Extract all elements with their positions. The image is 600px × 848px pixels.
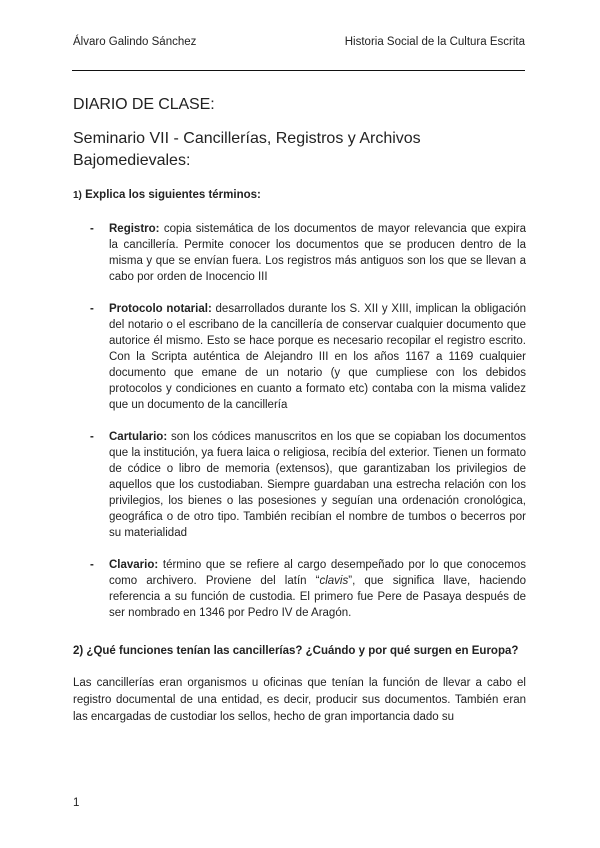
page-title: DIARIO DE CLASE: [73,96,215,113]
list-item: - Registro: copia sistemática de los documentos de mayor relevancia que expira la cancillería. Permite conocer los documentos que se producen dentro de la misma y que se envían fuera. Los registros más antiguos son los que se llevan a cabo por orden de Inocencio III [90,223,526,283]
term-label: Cartulario: [109,431,168,443]
term-definition: desarrollados durante los S. XII y XIII, implican la obligación del notario o el escribano de la cancillería de conservar cualquier documento que autorice él mismo. Esto se hace porque es necesario recopilar el registro escrito. Con la Scripta auténtica de Alejandro III en los años 1167 a 1169 cualquier documento que emane de un notario (y que cumpliese con los debidos protocolos y condiciones en cuanto a formato etc) contaba con la misma validez que un documento de la cancillería [109,303,526,411]
question-2: 2) ¿Qué funciones tenían las cancillerías? ¿Cuándo y por qué surgen en Europa? [73,645,519,657]
header-divider [72,70,525,71]
term-label: Clavario: [109,559,159,571]
document-body [73,96,526,726]
terms-list [73,221,526,621]
term-definition: copia sistemática de los documentos de mayor relevancia que expira la cancillería. Permite conocer los documentos que se producen dentro de la misma y que se envían fuera. Los registros más antiguos son los que se llevan a cabo por orden de Inocencio III [109,223,526,283]
header-author: Álvaro Galindo Sánchez [73,36,197,48]
header-course: Historia Social de la Cultura Escrita [344,36,525,48]
answer-2: Las cancillerías eran organismos u oficinas que tenían la función de llevar a cabo el registro documental de una entidad, es decir, producir sus documentos. También eran las encargadas de custodiar los sellos, hecho de gran importancia dado su [73,677,526,723]
question-1-number: 1) [73,190,82,201]
question-1-text: Explica los siguientes términos: [85,189,261,201]
list-item: - Cartulario: son los códices manuscritos en los que se copiaban los documentos que la institución, ya fuera laica o religiosa, recibía del exterior. Tienen un formato de códice o libro de memoria (extensos), que garantizaban los privilegios de aquellos que los custodiaban. Siempre guardaban una estrecha relación con los privilegios, los bienes o las posesiones y seguían una ordenación cronológica, geográfica o de otro tipo. También recibían el nombre de tumbos o becerros por su materialidad [90,431,526,539]
term-definition: son los códices manuscritos en los que se copiaban los documentos que la institución, ya fuera laica o religiosa, recibía del exterior. Tienen un formato de códice o libro de memoria (extensos), que garantizaban los privilegios de aquellos que los custodiaban. Siempre guardaban una estrecha relación con los privilegios, los bienes o las posesiones y seguían una ordenación cronológica, geográfica o de otro tipo. También recibían el nombre de tumbos o becerros por su materialidad [109,431,526,539]
page-subtitle: Seminario VII - Cancillerías, Registros y Archivos Bajomedievales: [73,130,421,169]
term-label: Registro: [109,223,160,235]
page-number: 1 [73,797,80,809]
term-definition: término que se refiere al cargo desempeñado por lo que conocemos como archivero. Proviene del latín “clavis”, que significa llave, haciendo referencia a su función de custodia. El primero fue Pere de Pasaya después de ser nombrado en 1346 por Pedro IV de Aragón. [109,559,526,619]
question-1 [73,189,526,201]
list-item: - Protocolo notarial: desarrollados durante los S. XII y XIII, implican la obligación del notario o el escribano de la cancillería de conservar cualquier documento que autorice él mismo. Esto se hace porque es necesario recopilar el registro escrito. Con la Scripta auténtica de Alejandro III en los años 1167 a 1169 cualquier documento que emane de un notario (y que cumpliese con los debidos protocolos y condiciones en cuanto a formato etc) contaba con la misma validez que un documento de la cancillería [90,303,526,411]
list-item: - Clavario: término que se refiere al cargo desempeñado por lo que conocemos como archivero. Proviene del latín “clavis”, que significa llave, haciendo referencia a su función de custodia. El primero fue Pere de Pasaya después de ser nombrado en 1346 por Pedro IV de Aragón. [90,559,526,619]
term-label: Protocolo notarial: [109,303,212,315]
